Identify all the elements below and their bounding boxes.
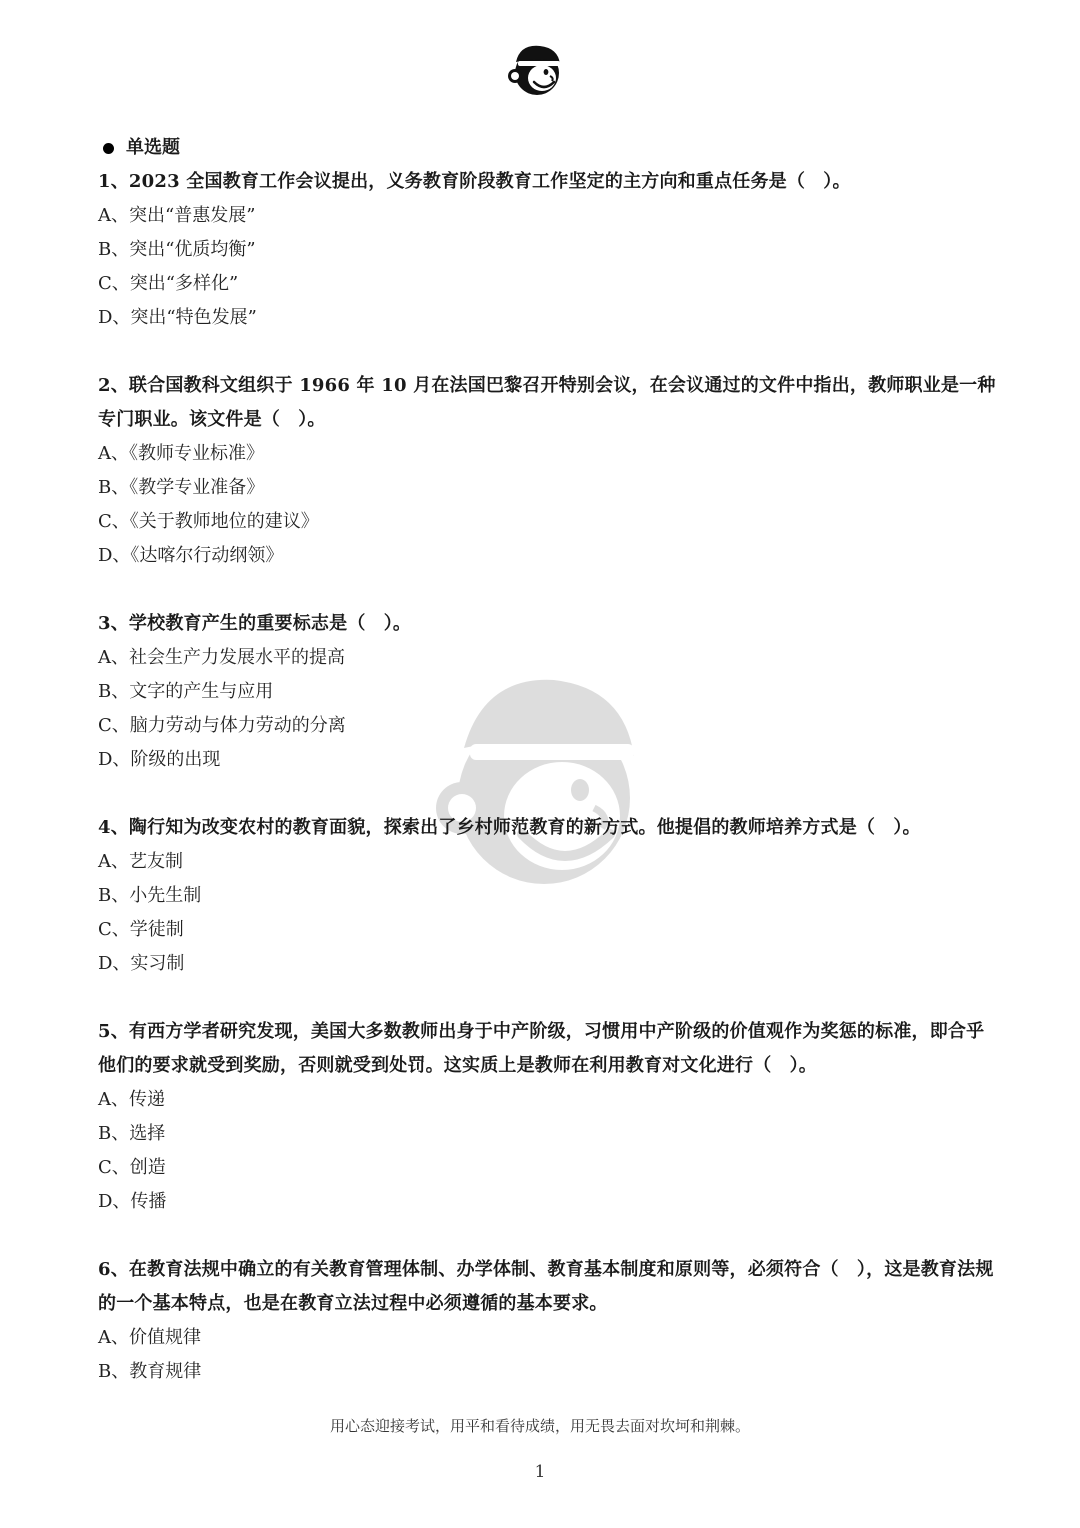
option-c: C、《关于教师地位的建议》 [98,511,319,532]
option-c: C、脑力劳动与体力劳动的分离 [98,715,346,736]
monkey-mascot-icon [506,40,566,100]
option-b: B、小先生制 [98,885,202,906]
question-5 [98,1015,998,1219]
option-a: A、传递 [98,1089,165,1110]
question-stem: 4、陶行知为改变农村的教育面貌，探索出了乡村师范教育的新方式。他提倡的教师培养方式是（ ）。 [98,817,921,838]
question-6 [98,1253,998,1389]
question-list [98,131,998,1423]
option-c: C、学徒制 [98,919,184,940]
section-title: 单选题 [126,137,180,158]
footer-quote: 用心态迎接考试，用平和看待成绩，用无畏去面对坎坷和荆棘。 [329,1417,750,1435]
question-stem: 5、有西方学者研究发现，美国大多数教师出身于中产阶级，习惯用中产阶级的价值观作为奖惩的标准，即合乎他们的要求就受到奖励，否则就受到处罚。这实质上是教师在利用教育对文化进行（ ）。 [98,1021,985,1076]
option-b: B、文字的产生与应用 [98,681,274,702]
option-b: B、教育规律 [98,1361,202,1382]
option-b: B、突出“优质均衡” [98,239,256,260]
option-a: A、社会生产力发展水平的提高 [98,647,345,668]
question-stem: 6、在教育法规中确立的有关教育管理体制、办学体制、教育基本制度和原则等，必须符合（ ），这是教育法规的一个基本特点，也是在教育立法过程中必须遵循的基本要求。 [98,1259,994,1314]
question-stem: 1、2023 全国教育工作会议提出，义务教育阶段教育工作坚定的主方向和重点任务是（ ）。 [98,171,851,192]
bullet-icon [103,143,114,154]
option-a: A、艺友制 [98,851,183,872]
option-c: C、创造 [98,1157,166,1178]
option-b: B、选择 [98,1123,166,1144]
question-2 [98,369,998,573]
option-d: D、传播 [98,1191,167,1212]
option-a: A、突出“普惠发展” [98,205,256,226]
question-1 [98,165,998,335]
option-b: B、《教学专业准备》 [98,477,265,498]
option-a: A、价值规律 [98,1327,201,1348]
option-a: A、《教师专业标准》 [98,443,264,464]
question-stem: 3、学校教育产生的重要标志是（ ）。 [98,613,412,634]
question-3 [98,607,998,777]
option-d: D、阶级的出现 [98,749,221,770]
option-d: D、《达喀尔行动纲领》 [98,545,284,566]
option-c: C、突出“多样化” [98,273,239,294]
section-heading [98,131,998,165]
option-d: D、实习制 [98,953,185,974]
option-d: D、突出“特色发展” [98,307,257,328]
question-stem: 2、联合国教科文组织于 1966 年 10 月在法国巴黎召开特别会议，在会议通过的文件中指出，教师职业是一种专门职业。该文件是（ ）。 [98,375,996,430]
question-4 [98,811,998,981]
page-number: 1 [534,1462,546,1482]
